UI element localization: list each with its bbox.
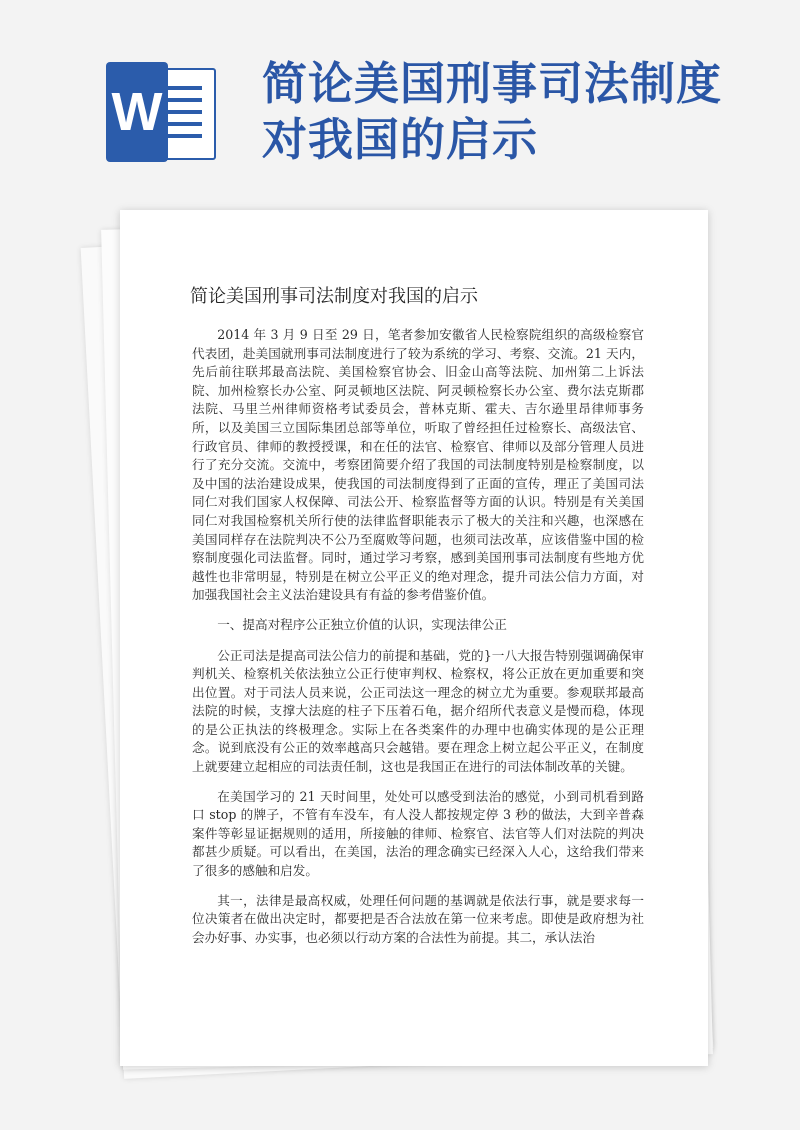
section-heading: 一、提高对程序公正独立价值的认识，实现法律公正	[217, 616, 507, 632]
banner-title	[262, 56, 782, 168]
paragraph: 2014 年 3 月 9 日至 29 日，笔者参加安徽省人民检察院组织的高级检察官代表团，赴美国就刑事司法制度进行了较为系统的学习、考察、交流。21 天内，先后前往联邦最高法院、美国检察官协会、旧金山高等法院、加州第二上诉法院、加州检察长办公室、阿灵顿地区法院、阿灵顿检察长办公室、费尔法克斯郡法院、马里兰州律师资格考试委员会，普林克斯、霍夫、吉尔逊里昂律师事务所，以及美国三立国际集团总部等单位，听取了曾经担任过检察长、高级法官、行政官员、律师的教授授课，和在任的法官、检察官、律师以及部分管理人员进行了充分交流。交流中，考察团简要介绍了我国的司法制度特别是检察制度，以及中国的法治建设成果，使我国的司法制度得到了正面的宣传，理正了美国司法同仁对我们国家人权保障、司法公开、检察监督等方面的认识。特别是有关美国同仁对我国检察机关所行使的法律监督职能表示了极大的关注和兴趣，也深感在美国同样存在法院判决不公乃至腐败等问题，也须司法改革，应该借鉴中国的检察制度强化司法监督。同时，通过学习考察，感到美国刑事司法制度有些地方优越性也非常明显，特别是在树立公平正义的绝对理念，提升司法公信力方面，对加强我国社会主义法治建设具有有益的参考借鉴价值。	[192, 327, 644, 603]
banner-title-line1: 简论美国刑事司法制度	[262, 57, 723, 110]
word-w-badge: W	[106, 62, 168, 162]
document-body	[192, 326, 644, 958]
document-title: 简论美国刑事司法制度对我国的启示	[190, 286, 478, 307]
word-app-icon	[106, 62, 218, 162]
paragraph: 公正司法是提高司法公信力的前提和基础，党的}一八大报告特别强调确保审判机关、检察机关依法独立公正行使审判权、检察权，将公正放在更加重要和突出位置。对于司法人员来说，公正司法这一理念的树立尤为重要。参观联邦最高法院的时候，支撑大法庭的柱子下压着石龟，据介绍所代表意义是慢而稳，体现的是公正执法的终极理念。实际上在各类案件的办理中也确实体现的是公正理念。说到底没有公正的效率越高只会越错。要在理念上树立起公平正义，在制度上就要建立起相应的司法责任制，这也是我国正在进行的司法体制改革的关键。	[192, 647, 644, 775]
paragraph: 在美国学习的 21 天时间里，处处可以感受到法治的感觉，小到司机看到路口 stop 的牌子，不管有车没车，有人没人都按规定停 3 秒的做法，大到辛普森案件等彰显证据规则的适用，所接触的律师、检察官、法官等人们对法院的判决都甚少质疑。可以看出，在美国，法治的理念确实已经深入人心，这给我们带来了很多的感触和启发。	[192, 788, 644, 879]
banner-title-line2: 对我国的启示	[262, 113, 539, 166]
paragraph: 其一，法律是最高权威，处理任何问题的基调就是依法行事，就是要求每一位决策者在做出决定时，都要把是否合法放在第一位来考虑。即使是政府想为社会办好事、办实事，也必须以行动方案的合法性为前提。其二，承认法治	[192, 892, 644, 945]
document-page	[120, 210, 708, 1066]
